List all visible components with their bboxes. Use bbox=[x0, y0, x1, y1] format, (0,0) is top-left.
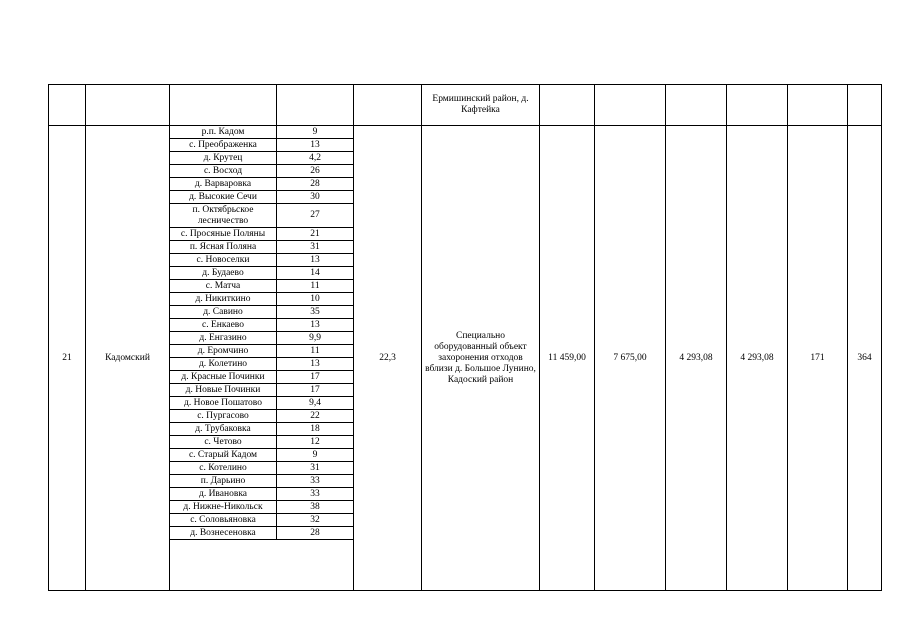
settlement-name: д. Вознесеновка bbox=[170, 527, 277, 540]
settlement-distance: 9 bbox=[277, 126, 354, 139]
settlement-distance: 32 bbox=[277, 514, 354, 527]
settlement-distance: 17 bbox=[277, 384, 354, 397]
settlement-distance: 26 bbox=[277, 165, 354, 178]
settlement-name: с. Преображенка bbox=[170, 139, 277, 152]
settlement-distance: 13 bbox=[277, 139, 354, 152]
settlement-name: д. Высокие Сечи bbox=[170, 191, 277, 204]
settlement-row bbox=[170, 165, 354, 178]
settlement-row bbox=[170, 152, 354, 165]
settlement-name: д. Еромчино bbox=[170, 345, 277, 358]
settlement-name: д. Трубаковка bbox=[170, 423, 277, 436]
row-number-cell: 21 bbox=[49, 126, 86, 591]
settlement-row bbox=[170, 345, 354, 358]
settlement-distance: 31 bbox=[277, 241, 354, 254]
settlement-distance: 35 bbox=[277, 306, 354, 319]
settlement-name: д. Варваровка bbox=[170, 178, 277, 191]
settlement-name: д. Нижне-Никольск bbox=[170, 501, 277, 514]
settlement-name: р.п. Кадом bbox=[170, 126, 277, 139]
cell-empty bbox=[354, 85, 422, 126]
settlement-distance: 33 bbox=[277, 475, 354, 488]
settlement-name: д. Новое Пошатово bbox=[170, 397, 277, 410]
settlement-row bbox=[170, 204, 354, 228]
settlements-table bbox=[169, 125, 354, 540]
cell-empty bbox=[170, 85, 277, 126]
settlement-name: д. Савино bbox=[170, 306, 277, 319]
settlement-row bbox=[170, 241, 354, 254]
cell-empty bbox=[540, 85, 595, 126]
value-cell-2: 7 675,00 bbox=[595, 126, 666, 591]
settlement-row bbox=[170, 410, 354, 423]
table-row-previous bbox=[49, 85, 882, 126]
settlement-row bbox=[170, 358, 354, 371]
settlement-distance: 9,9 bbox=[277, 332, 354, 345]
settlement-distance: 17 bbox=[277, 371, 354, 384]
value-cell-6: 364 bbox=[848, 126, 882, 591]
settlement-row bbox=[170, 332, 354, 345]
facility-cell: Специально оборудованный объект захоронения отходов вблизи д. Большое Лунино, Кадоский район bbox=[422, 126, 540, 591]
settlement-distance: 4,2 bbox=[277, 152, 354, 165]
value-cell-1: 11 459,00 bbox=[540, 126, 595, 591]
settlement-distance: 10 bbox=[277, 293, 354, 306]
settlement-distance: 38 bbox=[277, 501, 354, 514]
settlement-name: с. Просяные Поляны bbox=[170, 228, 277, 241]
settlement-name: п. Октябрьское лесничество bbox=[170, 204, 277, 228]
settlement-distance: 13 bbox=[277, 319, 354, 332]
settlement-row bbox=[170, 449, 354, 462]
settlement-distance: 31 bbox=[277, 462, 354, 475]
settlement-name: с. Старый Кадом bbox=[170, 449, 277, 462]
settlement-row bbox=[170, 527, 354, 540]
settlement-row bbox=[170, 306, 354, 319]
settlement-distance: 11 bbox=[277, 280, 354, 293]
settlement-row bbox=[170, 488, 354, 501]
settlement-distance: 13 bbox=[277, 254, 354, 267]
settlement-distance: 33 bbox=[277, 488, 354, 501]
settlement-row bbox=[170, 436, 354, 449]
settlement-name: с. Котелино bbox=[170, 462, 277, 475]
settlement-name: д. Будаево bbox=[170, 267, 277, 280]
settlement-name: с. Енкаево bbox=[170, 319, 277, 332]
value-cell-3: 4 293,08 bbox=[666, 126, 727, 591]
settlement-row bbox=[170, 371, 354, 384]
settlement-name: с. Пургасово bbox=[170, 410, 277, 423]
settlement-distance: 30 bbox=[277, 191, 354, 204]
settlement-name: с. Новоселки bbox=[170, 254, 277, 267]
cell-empty bbox=[666, 85, 727, 126]
settlement-row bbox=[170, 397, 354, 410]
settlement-name: с. Четово bbox=[170, 436, 277, 449]
settlement-distance: 14 bbox=[277, 267, 354, 280]
settlement-name: д. Никиткино bbox=[170, 293, 277, 306]
settlement-distance: 22 bbox=[277, 410, 354, 423]
settlement-name: д. Ивановка bbox=[170, 488, 277, 501]
settlement-row bbox=[170, 254, 354, 267]
settlement-row bbox=[170, 228, 354, 241]
settlement-row bbox=[170, 501, 354, 514]
cell-empty bbox=[49, 85, 86, 126]
settlement-row bbox=[170, 384, 354, 397]
settlement-name: д. Енгазино bbox=[170, 332, 277, 345]
settlement-distance: 9,4 bbox=[277, 397, 354, 410]
distance-total-cell: 22,3 bbox=[354, 126, 422, 591]
value-cell-4: 4 293,08 bbox=[727, 126, 788, 591]
settlement-name: п. Дарьино bbox=[170, 475, 277, 488]
settlement-name: д. Новые Починки bbox=[170, 384, 277, 397]
cell-empty bbox=[277, 85, 354, 126]
settlement-row bbox=[170, 126, 354, 139]
settlement-row bbox=[170, 514, 354, 527]
settlement-row bbox=[170, 280, 354, 293]
settlement-distance: 28 bbox=[277, 527, 354, 540]
value-cell-5: 171 bbox=[788, 126, 848, 591]
settlement-distance: 18 bbox=[277, 423, 354, 436]
settlement-name: д. Красные Починки bbox=[170, 371, 277, 384]
settlement-row bbox=[170, 319, 354, 332]
settlement-distance: 27 bbox=[277, 204, 354, 228]
settlement-row bbox=[170, 191, 354, 204]
cell-empty bbox=[595, 85, 666, 126]
settlement-distance: 9 bbox=[277, 449, 354, 462]
settlement-row bbox=[170, 462, 354, 475]
settlement-name: п. Ясная Поляна bbox=[170, 241, 277, 254]
settlement-row bbox=[170, 475, 354, 488]
settlement-row bbox=[170, 267, 354, 280]
settlement-distance: 12 bbox=[277, 436, 354, 449]
settlement-name: д. Крутец bbox=[170, 152, 277, 165]
settlement-name: д. Колетино bbox=[170, 358, 277, 371]
cell-empty bbox=[848, 85, 882, 126]
cell-empty bbox=[788, 85, 848, 126]
settlement-distance: 21 bbox=[277, 228, 354, 241]
settlement-name: с. Восход bbox=[170, 165, 277, 178]
settlement-row bbox=[170, 423, 354, 436]
settlement-row bbox=[170, 139, 354, 152]
previous-location-cell: Ермишинский район, д. Кафтейка bbox=[422, 85, 540, 126]
settlement-distance: 28 bbox=[277, 178, 354, 191]
settlement-distance: 11 bbox=[277, 345, 354, 358]
settlement-row bbox=[170, 178, 354, 191]
cell-empty bbox=[86, 85, 170, 126]
settlement-name: с. Матча bbox=[170, 280, 277, 293]
settlement-row bbox=[170, 293, 354, 306]
cell-empty bbox=[727, 85, 788, 126]
settlement-name: с. Соловьяновка bbox=[170, 514, 277, 527]
settlement-distance: 13 bbox=[277, 358, 354, 371]
district-cell: Кадомский bbox=[86, 126, 170, 591]
